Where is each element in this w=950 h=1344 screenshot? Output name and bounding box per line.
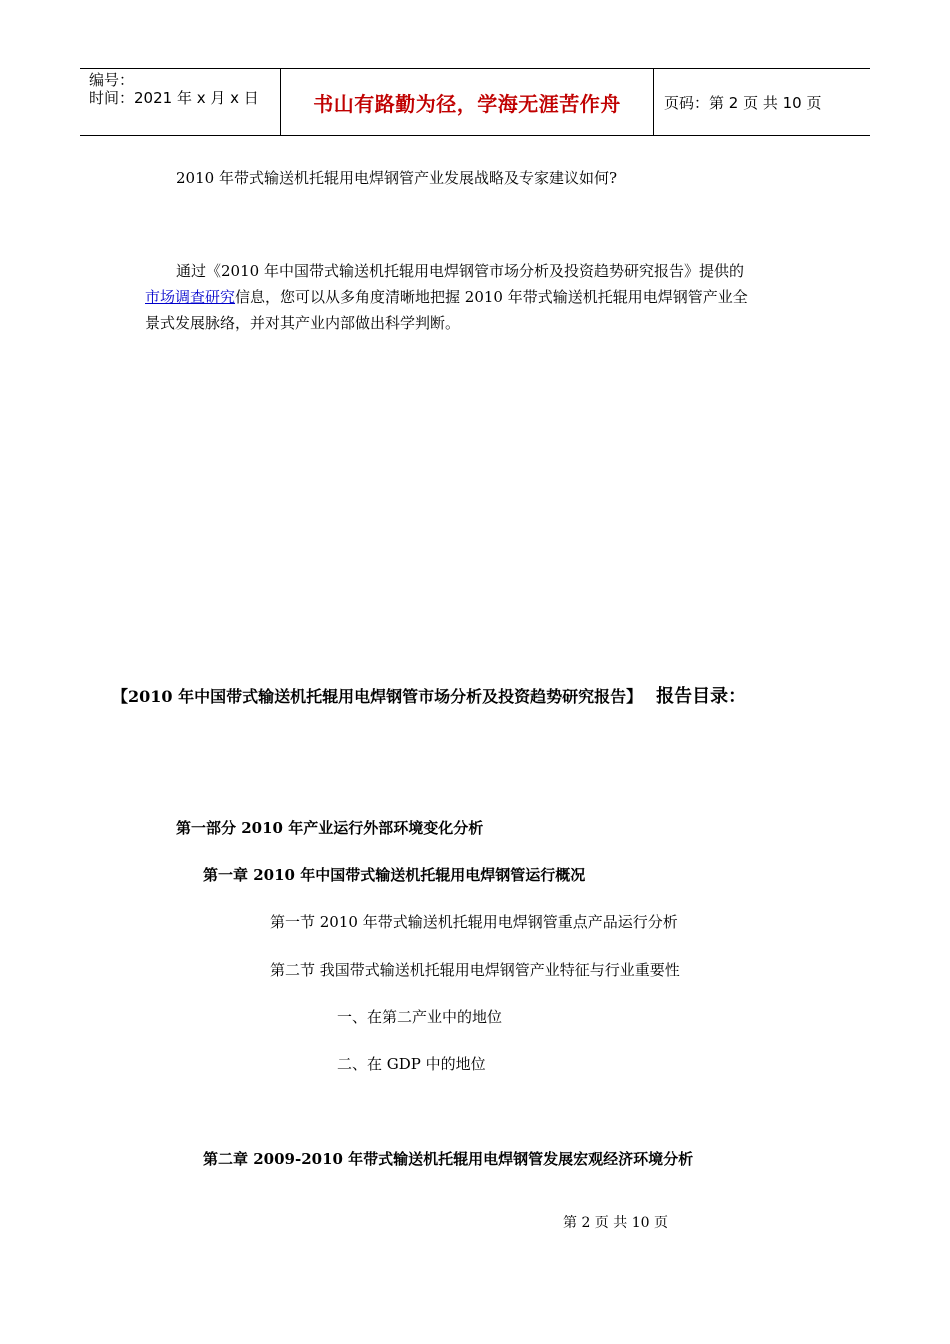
intro-paragraph-line-2 (145, 284, 748, 310)
page-footer: 第 2 页 共 10 页 (563, 1215, 668, 1231)
toc-title (112, 682, 746, 708)
header-motto: 书山有路勤为径，学海无涯苦作舟 (281, 69, 654, 135)
toc-item-2: 二、在 GDP 中的地位 (337, 1055, 486, 1073)
header-meta (80, 69, 281, 135)
header-page-number: 页码：第 2 页 共 10 页 (664, 93, 822, 112)
intro-question: 2010 年带式输送机托辊用电焊钢管产业发展战略及专家建议如何? (176, 169, 617, 187)
intro-paragraph-line-3: 景式发展脉络，并对其产业内部做出科学判断。 (145, 314, 461, 332)
market-research-link[interactable]: 市场调查研究 (145, 288, 236, 306)
toc-chapter-1: 第一章 2010 年中国带式输送机托辊用电焊钢管运行概况 (203, 866, 586, 884)
toc-chapter-2: 第二章 2009-2010 年带式输送机托辊用电焊钢管发展宏观经济环境分析 (203, 1150, 694, 1168)
intro-paragraph-line-1: 通过《2010 年中国带式输送机托辊用电焊钢管市场分析及投资趋势研究报告》提供的 (176, 262, 744, 280)
toc-item-1: 一、在第二产业中的地位 (337, 1008, 503, 1026)
intro-paragraph-line-2-text: 信息，您可以从多角度清晰地把握 2010 年带式输送机托辊用电焊钢管产业全 (235, 288, 748, 306)
toc-section-2: 第二节 我国带式输送机托辊用电焊钢管产业特征与行业重要性 (270, 961, 680, 979)
toc-part-1: 第一部分 2010 年产业运行外部环境变化分析 (176, 819, 484, 837)
number-label: 编号： (89, 71, 135, 89)
time-label: 时间：2021 年 x 月 x 日 (89, 89, 259, 107)
page-header (80, 68, 870, 136)
toc-title-suffix: 报告目录： (656, 686, 747, 707)
toc-report-name: 【2010 年中国带式输送机托辊用电焊钢管市场分析及投资趋势研究报告】 (112, 687, 643, 706)
toc-section-1: 第一节 2010 年带式输送机托辊用电焊钢管重点产品运行分析 (270, 913, 678, 931)
